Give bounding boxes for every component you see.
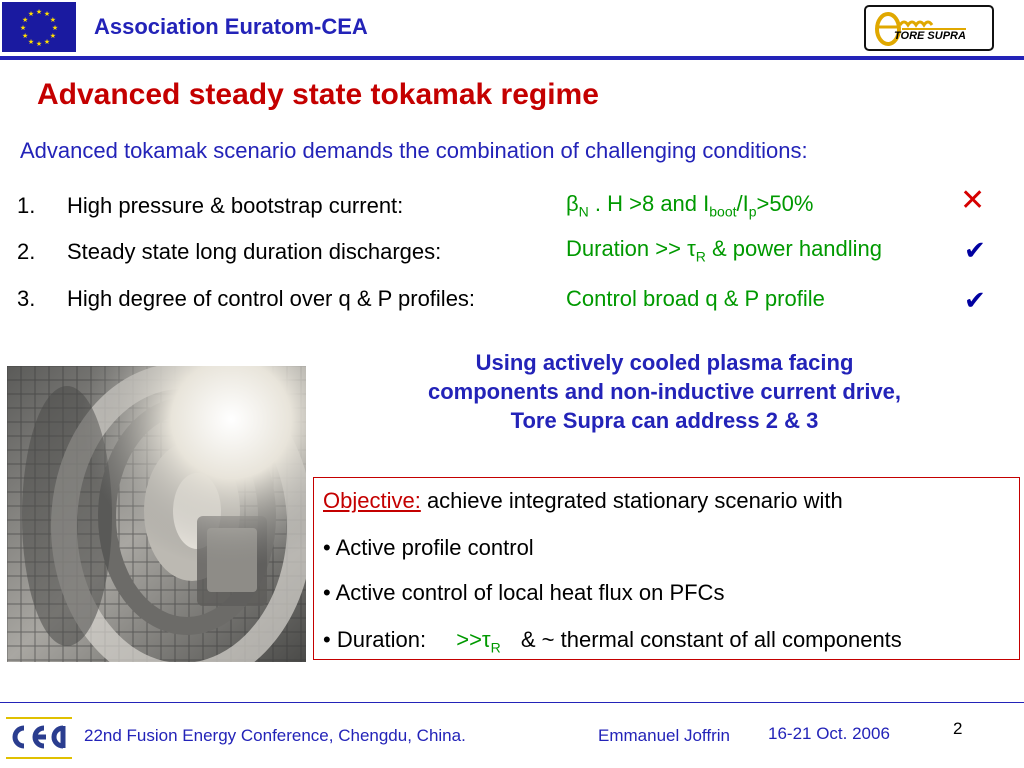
eu-star-icon: ★	[43, 11, 51, 19]
footer-conference: 22nd Fusion Energy Conference, Chengdu, China.	[84, 726, 466, 745]
statement-line: Using actively cooled plasma facing	[475, 350, 854, 375]
cea-logo	[4, 712, 74, 762]
check-icon: ✔	[964, 235, 986, 265]
objective-heading	[323, 488, 843, 514]
eu-star-icon: ★	[21, 17, 29, 24]
condition-requirement	[566, 191, 813, 219]
eu-star-icon: ★	[19, 25, 27, 32]
beta-symbol: β	[566, 191, 579, 216]
tokamak-interior-photo	[7, 366, 306, 662]
cross-icon: ✕	[960, 184, 986, 217]
condition-number: 1.	[17, 193, 36, 218]
subscript: boot	[709, 203, 737, 220]
objective-bullet: • Active profile control	[323, 535, 534, 560]
eu-star-icon: ★	[43, 38, 51, 46]
tore-supra-logo-text: TORE SUPRA	[894, 30, 966, 42]
statement-line: components and non-inductive current drive,	[427, 379, 902, 404]
requirement-text: >50%	[756, 191, 814, 216]
subscript: R	[490, 639, 501, 656]
slide-title: Advanced steady state tokamak regime	[37, 78, 599, 111]
tau-symbol: τ	[687, 236, 696, 261]
objective-text: achieve integrated stationary scenario with	[420, 488, 843, 513]
objective-label: Objective:	[323, 488, 421, 513]
objective-bullet-duration	[323, 627, 902, 655]
footer-divider	[0, 702, 1024, 703]
subscript: p	[748, 203, 757, 220]
subscript: N	[578, 203, 589, 220]
footer-author: Emmanuel Joffrin	[598, 726, 730, 745]
footer-date: 16-21 Oct. 2006	[768, 724, 890, 743]
eu-star-icon: ★	[27, 38, 35, 46]
eu-star-icon: ★	[27, 11, 35, 19]
eu-flag-logo	[2, 2, 76, 52]
intro-text: Advanced tokamak scenario demands the combination of challenging conditions:	[20, 138, 808, 163]
eu-star-icon: ★	[51, 25, 59, 32]
objective-bullet: • Active control of local heat flux on PFCs	[323, 580, 725, 605]
eu-star-icon: ★	[49, 17, 57, 24]
condition-label: High pressure & bootstrap current:	[67, 193, 404, 218]
eu-star-icon: ★	[35, 41, 43, 48]
eu-star-icon: ★	[35, 9, 43, 16]
duration-tail: & ~ thermal constant of all components	[520, 627, 902, 652]
requirement-text: Duration >>	[566, 236, 688, 261]
eu-star-icon: ★	[21, 33, 29, 40]
condition-number: 2.	[17, 239, 36, 264]
organization-name: Association Euratom-CEA	[94, 14, 368, 39]
condition-number: 3.	[17, 286, 36, 311]
duration-label: • Duration:	[323, 627, 427, 652]
subscript: R	[695, 248, 706, 265]
header-divider	[0, 56, 1024, 60]
condition-requirement	[566, 236, 882, 264]
condition-label: Steady state long duration discharges:	[67, 239, 442, 264]
tore-supra-logo	[864, 5, 994, 51]
condition-label: High degree of control over q & P profiles:	[67, 286, 476, 311]
objective-box	[313, 477, 1020, 660]
duration-tau: >>τ	[456, 627, 491, 652]
duration-green-text	[456, 627, 501, 656]
condition-requirement: Control broad q & P profile	[566, 286, 825, 311]
requirement-text: /I	[736, 191, 749, 216]
eu-star-icon: ★	[49, 33, 57, 40]
statement-line: Tore Supra can address 2 & 3	[510, 408, 819, 433]
statement-block	[372, 348, 957, 435]
requirement-text: . H >8 and I	[588, 191, 710, 216]
requirement-text: & power handling	[705, 236, 883, 261]
check-icon: ✔	[964, 285, 986, 315]
page-number: 2	[953, 719, 963, 738]
